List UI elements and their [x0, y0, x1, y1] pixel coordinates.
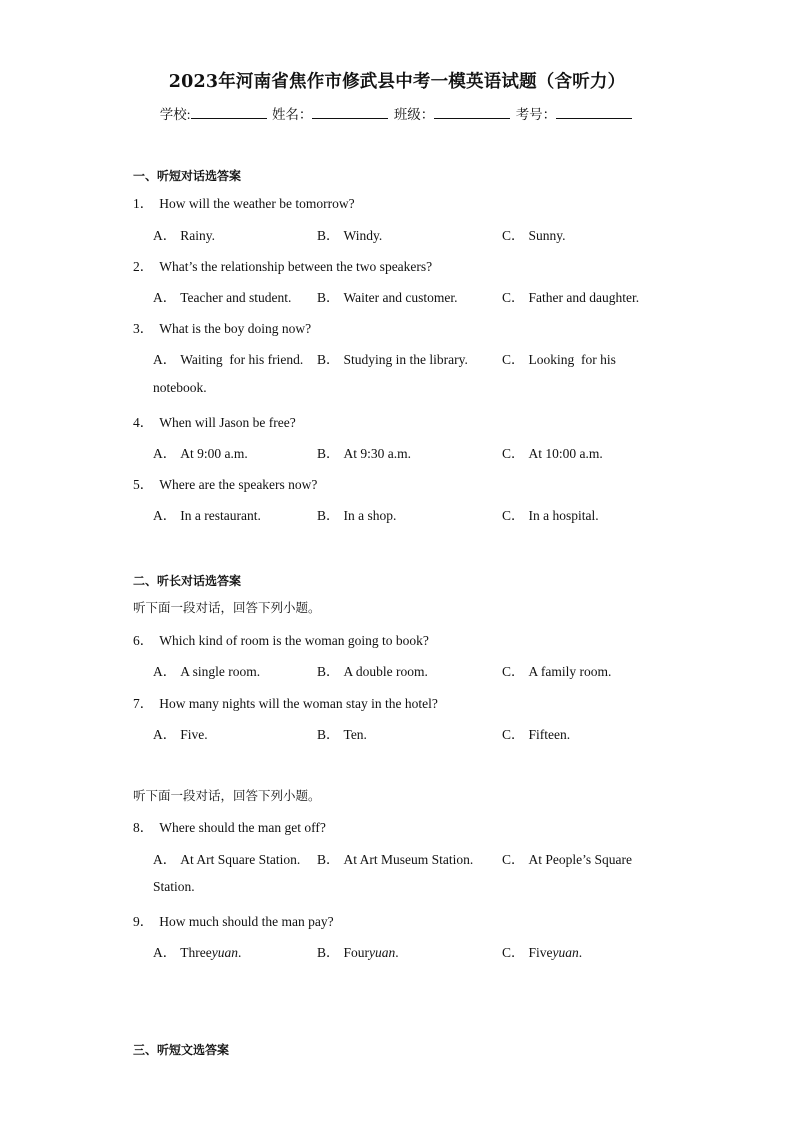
currency-unit: yuan — [369, 945, 396, 960]
option-text: At Art Square Station. — [180, 852, 301, 867]
period: . — [237, 945, 242, 960]
option-text: A family room. — [528, 664, 612, 679]
q5-option-b[interactable] — [317, 504, 396, 524]
option-letter: B． — [317, 664, 340, 679]
q6-option-b[interactable] — [317, 660, 428, 680]
q9-option-c[interactable] — [502, 941, 582, 961]
class-label: 班级： — [393, 107, 435, 122]
option-text: Three — [180, 945, 212, 960]
exam-number-blank[interactable] — [556, 106, 632, 119]
question-1 — [133, 192, 355, 212]
name-blank[interactable] — [312, 106, 388, 119]
option-letter: B． — [317, 727, 340, 742]
question-6 — [133, 629, 429, 649]
option-text: Looking for his — [528, 352, 616, 367]
question-text: What’s the relationship between the two speakers? — [159, 259, 433, 274]
question-text: Which kind of room is the woman going to book? — [159, 633, 429, 648]
option-letter: C． — [502, 727, 525, 742]
option-letter: C． — [502, 945, 525, 960]
option-letter: C． — [502, 508, 525, 523]
option-letter: C． — [502, 664, 525, 679]
q7-option-c[interactable] — [502, 723, 570, 743]
option-letter: B． — [317, 508, 340, 523]
question-number: 3． — [133, 321, 154, 336]
question-3 — [133, 317, 311, 337]
q5-option-a[interactable] — [153, 504, 261, 524]
currency-unit: yuan — [552, 945, 579, 960]
option-letter: B． — [317, 852, 340, 867]
page-title: 2023年河南省焦作市修武县中考一模英语试题（含听力） — [168, 72, 626, 92]
option-text: At People’s Square — [528, 852, 633, 867]
question-number: 9． — [133, 914, 154, 929]
option-text: Father and daughter. — [528, 290, 640, 305]
option-text: In a restaurant. — [180, 508, 261, 523]
section-1-title: 一、听短对话选答案 — [133, 169, 242, 183]
question-text: How much should the man pay? — [159, 914, 334, 929]
q3-option-c-continuation: notebook. — [153, 380, 207, 395]
option-text: At 9:30 a.m. — [343, 446, 412, 461]
question-text: When will Jason be free? — [159, 415, 296, 430]
q9-option-b[interactable] — [317, 941, 399, 961]
q8-option-a[interactable] — [153, 848, 300, 868]
exam-number-label: 考号： — [515, 107, 557, 122]
q3-option-b[interactable] — [317, 348, 468, 368]
option-text: A double room. — [343, 664, 428, 679]
option-text: At 9:00 a.m. — [180, 446, 248, 461]
option-letter: C． — [502, 852, 525, 867]
q5-option-c[interactable] — [502, 504, 599, 524]
q3-option-c[interactable] — [502, 348, 616, 368]
option-letter: A． — [153, 727, 177, 742]
option-text: Five — [528, 945, 553, 960]
q2-option-a[interactable] — [153, 286, 291, 306]
question-text: How many nights will the woman stay in the hotel? — [159, 696, 438, 711]
question-number: 8． — [133, 820, 154, 835]
q4-option-b[interactable] — [317, 442, 411, 462]
option-letter: A． — [153, 664, 177, 679]
option-text: Windy. — [343, 228, 383, 243]
option-letter: B． — [317, 228, 340, 243]
option-letter: C． — [502, 228, 525, 243]
q1-option-c[interactable] — [502, 224, 566, 244]
option-letter: C． — [502, 352, 525, 367]
q8-option-c[interactable] — [502, 848, 632, 868]
option-letter: A． — [153, 228, 177, 243]
option-text: Studying in the library. — [343, 352, 468, 367]
option-letter: A． — [153, 446, 177, 461]
option-letter: B． — [317, 290, 340, 305]
section-3-title: 三、听短文选答案 — [133, 1043, 230, 1057]
question-number: 6． — [133, 633, 154, 648]
q8-option-b[interactable] — [317, 848, 473, 868]
option-text: Ten. — [343, 727, 367, 742]
option-letter: B． — [317, 945, 340, 960]
q7-option-a[interactable] — [153, 723, 208, 743]
period: . — [578, 945, 583, 960]
option-letter: A． — [153, 852, 177, 867]
option-letter: B． — [317, 352, 340, 367]
q8-option-c-continuation: Station. — [153, 879, 195, 894]
period: . — [395, 945, 399, 960]
question-9 — [133, 910, 334, 930]
question-number: 2． — [133, 259, 154, 274]
option-text: At 10:00 a.m. — [528, 446, 603, 461]
option-text: Rainy. — [180, 228, 215, 243]
option-text: A single room. — [180, 664, 261, 679]
option-text: Waiting for his friend. — [180, 352, 304, 367]
student-info-line — [0, 103, 794, 123]
school-blank[interactable] — [191, 106, 267, 119]
section-2-title: 二、听长对话选答案 — [133, 574, 242, 588]
option-text: Fifteen. — [528, 727, 571, 742]
q3-option-a[interactable] — [153, 348, 303, 368]
option-text: Sunny. — [528, 228, 566, 243]
question-7 — [133, 692, 438, 712]
option-letter: A． — [153, 290, 177, 305]
q6-option-c[interactable] — [502, 660, 611, 680]
name-label: 姓名： — [271, 107, 313, 122]
school-label: 学校: — [159, 107, 191, 122]
option-text: In a hospital. — [528, 508, 599, 523]
option-text: At Art Museum Station. — [343, 852, 474, 867]
option-text: Four — [343, 945, 370, 960]
question-4 — [133, 411, 296, 431]
option-text: In a shop. — [343, 508, 397, 523]
option-letter: A． — [153, 508, 177, 523]
question-text: What is the boy doing now? — [159, 321, 312, 336]
class-blank[interactable] — [434, 106, 510, 119]
question-number: 7． — [133, 696, 154, 711]
question-2 — [133, 255, 432, 275]
q4-option-a[interactable] — [153, 442, 248, 462]
option-text: Waiter and customer. — [343, 290, 458, 305]
question-number: 4． — [133, 415, 154, 430]
q4-option-c[interactable] — [502, 442, 603, 462]
option-text: Five. — [180, 727, 208, 742]
question-text: Where should the man get off? — [159, 820, 326, 835]
question-5 — [133, 473, 317, 493]
option-letter: C． — [502, 290, 525, 305]
q1-option-a[interactable] — [153, 224, 215, 244]
option-letter: A． — [153, 945, 177, 960]
section-2-instruction-a: 听下面一段对话，回答下列小题。 — [133, 600, 321, 615]
section-2-instruction-b: 听下面一段对话，回答下列小题。 — [133, 788, 321, 803]
q6-option-a[interactable] — [153, 660, 260, 680]
option-letter: C． — [502, 446, 525, 461]
q1-option-b[interactable] — [317, 224, 382, 244]
question-8 — [133, 816, 326, 836]
q7-option-b[interactable] — [317, 723, 367, 743]
question-text: Where are the speakers now? — [159, 477, 318, 492]
question-number: 1． — [133, 196, 154, 211]
option-letter: A． — [153, 352, 177, 367]
q2-option-c[interactable] — [502, 286, 639, 306]
q2-option-b[interactable] — [317, 286, 458, 306]
question-number: 5． — [133, 477, 154, 492]
option-text: Teacher and student. — [180, 290, 292, 305]
question-text: How will the weather be tomorrow? — [159, 196, 355, 211]
q9-option-a[interactable] — [153, 941, 241, 961]
option-letter: B． — [317, 446, 340, 461]
currency-unit: yuan — [211, 945, 238, 960]
